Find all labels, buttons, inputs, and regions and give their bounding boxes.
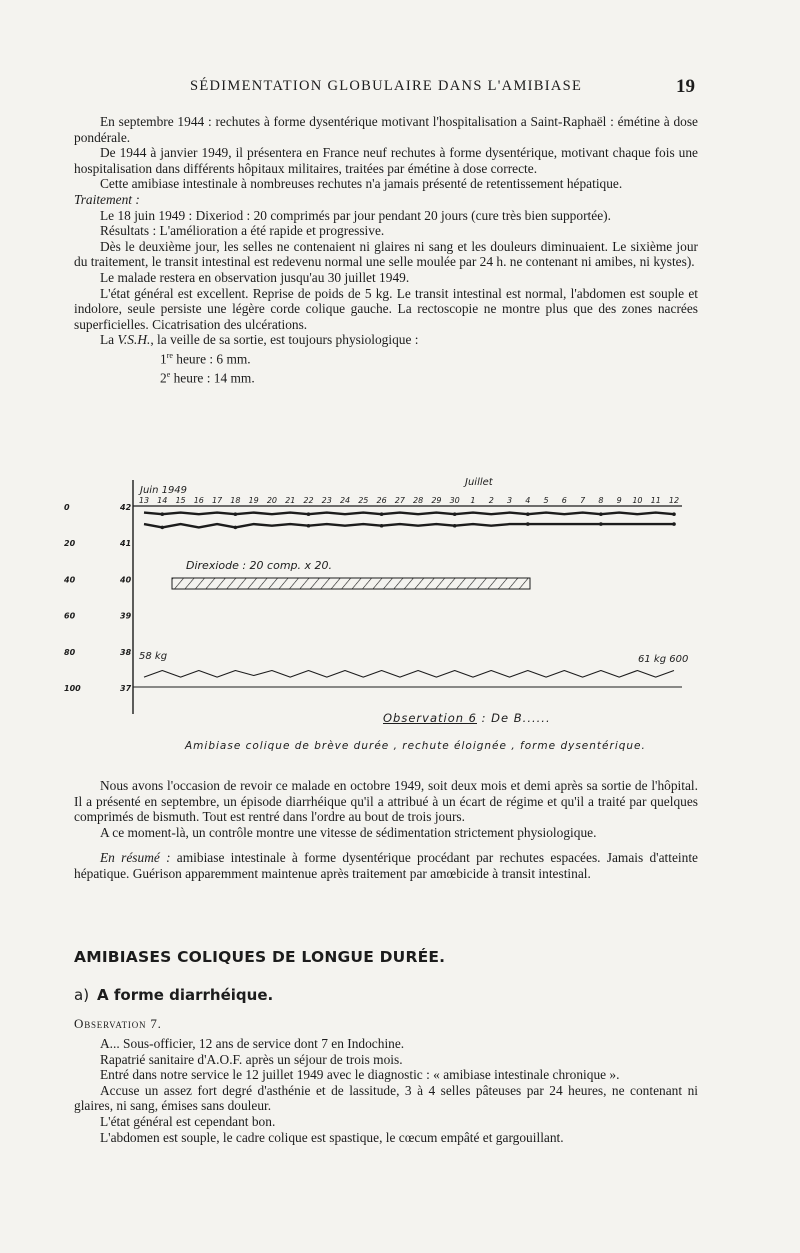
series-point (380, 512, 384, 516)
scale-tick-label: 0 (64, 503, 70, 512)
drug-label: Direxiode : 20 comp. x 20. (186, 559, 333, 572)
series-point (234, 526, 238, 530)
temperature-tick-label: 41 (120, 539, 132, 549)
paragraph: L'état général est cependant bon. (100, 1113, 276, 1129)
text-block-observation-7 (74, 1036, 698, 1145)
observation-label: Observation 7. (74, 1016, 162, 1031)
date-ticks (139, 496, 679, 505)
series-point (307, 512, 311, 516)
text-block-top (74, 114, 698, 386)
series-line-2 (144, 524, 674, 527)
vsh-value-1: 1re heure : 6 mm. (160, 350, 251, 367)
date-tick-label: 19 (248, 496, 259, 505)
paragraph: Le malade restera en observation jusqu'au 30 juillet 1949. (100, 269, 410, 285)
paragraph: Dès le deuxième jour, les selles ne contenaient ni glaires ni sang et les douleurs diminuaient. Le sixième jour du traitement, le transit intestinal est redevenu normal une selle moulée par 24 h. ne contenant ni amibes, ni kystes). (74, 238, 698, 270)
series-point (234, 512, 238, 516)
paragraph: Rapatrié sanitaire d'A.O.F. après un séjour de trois mois. (100, 1051, 403, 1067)
date-tick-label: 2 (488, 496, 494, 505)
series-point (380, 524, 384, 528)
scale-tick-label: 60 (64, 611, 76, 621)
running-header (75, 76, 695, 98)
date-tick-label: 16 (193, 496, 204, 505)
date-tick-label: 22 (303, 496, 314, 505)
date-tick-label: 20 (266, 496, 278, 505)
date-tick-label: 12 (668, 496, 680, 505)
date-tick-label: 9 (616, 496, 622, 505)
series-line-1 (144, 513, 674, 515)
scale-tick-label: 80 (64, 647, 76, 657)
paragraph: Entré dans notre service le 12 juillet 1949 avec le diagnostic : « amibiase intestinale chronique ». (100, 1067, 620, 1083)
paragraph: Nous avons l'occasion de revoir ce malade en octobre 1949, soit deux mois et demi après sa sortie de l'hôpital. Il a présenté en septembre, un épisode diarrhéique qu'il a attribué à un écart de régime et qu'il a traité par quelques comprimés de bismuth. Tout est rentré dans l'ordre au bout de trois jours. (74, 778, 698, 825)
date-tick-label: 1 (470, 496, 476, 505)
running-title: SÉDIMENTATION GLOBULAIRE DANS L'AMIBIASE (190, 78, 583, 94)
date-tick-label: 27 (394, 496, 405, 505)
paragraph: Résultats : L'amélioration a été rapide et progressive. (100, 223, 385, 239)
date-tick-label: 18 (230, 496, 241, 505)
chart-figure (60, 476, 700, 764)
series-point (307, 524, 311, 528)
series-point (599, 512, 603, 516)
month-label-july: Juillet (465, 477, 493, 488)
date-tick-label: 23 (321, 496, 332, 505)
temperature-tick-label: 38 (120, 647, 132, 657)
paragraph: L'abdomen est souple, le cadre colique est spastique, le cœcum empâté et gargouillant. (100, 1129, 564, 1145)
date-tick-label: 6 (561, 496, 567, 505)
date-tick-label: 13 (138, 496, 150, 505)
sub-heading: a) A forme diarrhéique. (74, 986, 274, 1004)
temperature-tick-label: 37 (120, 684, 132, 693)
series-point (453, 512, 457, 516)
summary-paragraph: En résumé : amibiase intestinale à forme dysentérique procédant par rechutes espacées. Jamais d'atteinte hépatique. Guérison apparemment maintenue après traitement par amœbicide à transit intestinal. (74, 850, 698, 881)
series-point (160, 526, 164, 530)
temperature-tick-label: 39 (120, 611, 132, 621)
treatment-label: Traitement : (74, 191, 140, 207)
date-tick-label: 30 (449, 496, 460, 505)
date-tick-label: 5 (543, 496, 549, 505)
paragraph: En septembre 1944 : rechutes à forme dysentérique motivant l'hospitalisation a Saint-Raphaël : émétine à dose pondérale. (74, 114, 698, 145)
date-tick-label: 21 (285, 496, 296, 505)
date-tick-label: 4 (525, 496, 531, 505)
series-point (526, 512, 530, 516)
date-tick-label: 8 (598, 496, 604, 505)
series-point (453, 524, 457, 528)
paragraph: L'état général est excellent. Reprise de poids de 5 kg. Le transit intestinal est normal, l'abdomen est souple et indolore, seule persiste une légère corde colique gauche. La rectoscopie ne montre plus que des zones nacrées superficielles. Cicatrisation des ulcérations. (74, 285, 698, 332)
temperature-tick-label: 42 (120, 503, 132, 512)
observation-title: Observation 6 : De B...... (383, 711, 551, 725)
date-tick-label: 29 (431, 496, 442, 505)
weight-end-label: 61 kg 600 (638, 654, 689, 665)
scale-tick-label: 20 (64, 539, 76, 549)
date-tick-label: 10 (632, 496, 643, 505)
vsh-value-2: 2e heure : 14 mm. (160, 369, 255, 386)
series-point (672, 522, 676, 526)
scale-tick-label: 100 (64, 684, 81, 693)
series-point (526, 522, 530, 526)
month-label-june: Juin 1949 (140, 485, 188, 496)
paragraph: Accuse un assez fort degré d'asthénie et de lassitude, 3 à 4 selles pâteuses par 24 heures, ne contenant ni glaires, ni sang, émises sans douleur. (74, 1082, 698, 1114)
section-heading: AMIBIASES COLIQUES DE LONGUE DURÉE. (74, 948, 446, 966)
paragraph: A ce moment-là, un contrôle montre une vitesse de sédimentation strictement physiologique. (100, 824, 597, 840)
date-tick-label: 25 (358, 496, 369, 505)
date-tick-label: 11 (650, 496, 661, 505)
series-group (144, 512, 676, 677)
series-line-3 (144, 671, 674, 678)
date-tick-label: 24 (339, 496, 351, 505)
text-block-bottom (74, 778, 698, 882)
series-point (160, 512, 164, 516)
paragraph: Cette amibiase intestinale à nombreuses rechutes n'a jamais présenté de retentissement hépatique. (100, 176, 623, 192)
date-tick-label: 28 (413, 496, 424, 505)
left-scale (63, 503, 81, 693)
temp-scale (119, 503, 132, 693)
date-tick-label: 14 (157, 496, 168, 505)
scale-tick-label: 40 (64, 575, 76, 585)
date-tick-label: 15 (175, 496, 186, 505)
paragraph: A... Sous-officier, 12 ans de service dont 7 en Indochine. (100, 1036, 405, 1051)
series-point (599, 522, 603, 526)
page-number: 19 (676, 76, 695, 97)
date-tick-label: 17 (212, 496, 223, 505)
temperature-tick-label: 40 (120, 575, 132, 585)
treatment-bar (172, 578, 530, 589)
date-tick-label: 3 (506, 496, 513, 505)
weight-start-label: 58 kg (139, 651, 168, 662)
paragraph: De 1944 à janvier 1949, il présentera en France neuf rechutes à forme dysentérique, motivant chaque fois une hospitalisation dans différents hôpitaux militaires, traitées par émétine à dose correcte. (74, 145, 698, 176)
date-tick-label: 7 (580, 496, 586, 505)
vsh-paragraph: La V.S.H., la veille de sa sortie, est toujours physiologique : (100, 332, 419, 348)
paragraph: Le 18 juin 1949 : Dixeriod : 20 comprimés par jour pendant 20 jours (cure très bien supportée). (100, 207, 611, 223)
chart-svg (60, 476, 700, 764)
series-point (672, 512, 676, 516)
date-tick-label: 26 (376, 496, 387, 505)
figure-caption: Amibiase colique de brève durée , rechute éloignée , forme dysentérique. (185, 740, 646, 752)
